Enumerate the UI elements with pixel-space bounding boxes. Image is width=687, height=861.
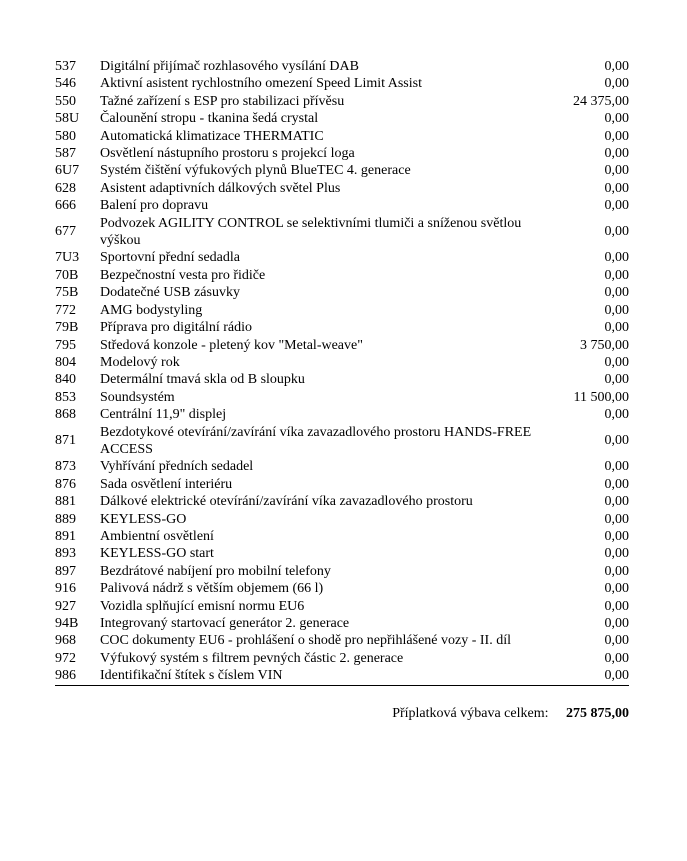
table-row bbox=[55, 371, 629, 388]
table-row bbox=[55, 406, 629, 423]
option-price: 0,00 bbox=[604, 146, 629, 162]
option-price: 3 750,00 bbox=[580, 337, 629, 353]
option-price: 0,00 bbox=[604, 285, 629, 301]
option-code: 889 bbox=[55, 511, 76, 527]
option-price: 0,00 bbox=[604, 111, 629, 127]
option-price: 0,00 bbox=[604, 250, 629, 266]
option-price: 0,00 bbox=[604, 459, 629, 475]
option-price: 0,00 bbox=[604, 407, 629, 423]
table-row bbox=[55, 284, 629, 301]
options-table-body bbox=[55, 58, 629, 685]
option-price: 0,00 bbox=[604, 354, 629, 370]
option-price: 0,00 bbox=[548, 667, 629, 685]
option-price: 0,00 bbox=[604, 267, 629, 283]
option-code: 968 bbox=[55, 633, 76, 649]
option-price: 0,00 bbox=[604, 598, 629, 614]
option-price: 0,00 bbox=[604, 563, 629, 579]
option-description: KEYLESS-GO bbox=[100, 511, 187, 527]
option-code: 853 bbox=[55, 389, 76, 405]
option-description: Centrální 11,9" displej bbox=[100, 407, 227, 423]
option-description: Osvětlení nástupního prostoru s projekcí loga bbox=[100, 146, 355, 162]
option-code: 6U7 bbox=[55, 163, 80, 179]
option-code: 868 bbox=[55, 407, 76, 423]
table-row bbox=[55, 389, 629, 406]
option-code: 840 bbox=[55, 372, 76, 388]
option-description: Systém čištění výfukových plynů BlueTEC 4. generace bbox=[100, 163, 411, 179]
option-description: Ambientní osvětlení bbox=[100, 528, 214, 544]
option-code: 587 bbox=[55, 146, 76, 162]
table-row bbox=[55, 319, 629, 336]
option-description: Modelový rok bbox=[100, 354, 180, 370]
table-row bbox=[55, 563, 629, 580]
option-price: 0,00 bbox=[604, 224, 629, 240]
table-row bbox=[55, 580, 629, 597]
option-price: 24 375,00 bbox=[573, 93, 629, 109]
option-code: 772 bbox=[55, 302, 76, 318]
table-row bbox=[55, 93, 629, 110]
table-row bbox=[55, 75, 629, 92]
option-price: 0,00 bbox=[604, 581, 629, 597]
table-row bbox=[55, 354, 629, 371]
option-description: Příprava pro digitální rádio bbox=[100, 320, 253, 336]
option-code: 916 bbox=[55, 581, 76, 597]
option-code: 972 bbox=[55, 650, 76, 666]
table-row bbox=[55, 650, 629, 667]
option-price: 0,00 bbox=[604, 180, 629, 196]
table-row bbox=[55, 145, 629, 162]
option-code: 70B bbox=[55, 267, 79, 283]
option-code: 546 bbox=[55, 76, 76, 92]
table-row bbox=[55, 632, 629, 649]
option-price: 0,00 bbox=[604, 128, 629, 144]
option-description: Tažné zařízení s ESP pro stabilizaci přívěsu bbox=[100, 93, 345, 109]
option-code: 871 bbox=[55, 433, 76, 449]
option-price: 0,00 bbox=[604, 494, 629, 510]
option-code: 893 bbox=[55, 546, 76, 562]
option-description: Identifikační štítek s číslem VIN bbox=[100, 667, 548, 685]
option-price: 0,00 bbox=[604, 476, 629, 492]
table-row bbox=[55, 162, 629, 179]
option-description: Digitální přijímač rozhlasového vysílání DAB bbox=[100, 59, 359, 74]
option-description: KEYLESS-GO start bbox=[100, 546, 214, 562]
option-description: AMG bodystyling bbox=[100, 302, 203, 318]
option-description: Balení pro dopravu bbox=[100, 198, 209, 214]
option-description: Determální tmavá skla od B sloupku bbox=[100, 372, 305, 388]
option-price: 0,00 bbox=[604, 511, 629, 527]
option-code: 666 bbox=[55, 198, 76, 214]
table-row bbox=[55, 302, 629, 319]
option-price: 0,00 bbox=[604, 302, 629, 318]
option-code: 986 bbox=[55, 667, 100, 685]
option-code: 7U3 bbox=[55, 250, 80, 266]
option-price: 0,00 bbox=[604, 528, 629, 544]
option-price: 0,00 bbox=[604, 59, 629, 74]
option-code: 873 bbox=[55, 459, 76, 475]
table-row bbox=[55, 215, 629, 250]
table-row bbox=[55, 511, 629, 528]
table-row bbox=[55, 249, 629, 266]
option-price: 0,00 bbox=[604, 320, 629, 336]
option-price: 0,00 bbox=[604, 633, 629, 649]
table-row bbox=[55, 58, 629, 75]
table-row bbox=[55, 598, 629, 615]
option-code: 628 bbox=[55, 180, 76, 196]
option-description: Vyhřívání předních sedadel bbox=[100, 459, 254, 475]
option-description: Podvozek AGILITY CONTROL se selektivními tlumiči a sníženou světlou výškou bbox=[100, 215, 522, 249]
option-description: Sportovní přední sedadla bbox=[100, 250, 240, 266]
option-description: Integrovaný startovací generátor 2. generace bbox=[100, 616, 350, 631]
option-code: 804 bbox=[55, 354, 76, 370]
option-description: Palivová nádrž s větším objemem (66 l) bbox=[100, 581, 324, 597]
options-list bbox=[55, 58, 629, 686]
option-price: 0,00 bbox=[604, 546, 629, 562]
option-description: Asistent adaptivních dálkových světel Plus bbox=[100, 180, 341, 196]
option-code: 881 bbox=[55, 494, 76, 510]
option-code: 677 bbox=[55, 224, 76, 240]
options-table bbox=[55, 58, 629, 686]
table-row bbox=[55, 180, 629, 197]
option-code: 580 bbox=[55, 128, 76, 144]
option-price: 11 500,00 bbox=[573, 389, 629, 405]
option-description: Automatická klimatizace THERMATIC bbox=[100, 128, 324, 144]
option-description: Bezdrátové nabíjení pro mobilní telefony bbox=[100, 563, 331, 579]
table-row bbox=[55, 545, 629, 562]
option-code: 550 bbox=[55, 93, 76, 109]
option-description: Dodatečné USB zásuvky bbox=[100, 285, 240, 301]
table-row bbox=[55, 110, 629, 127]
option-price: 0,00 bbox=[604, 616, 629, 631]
option-price: 0,00 bbox=[604, 163, 629, 179]
table-row bbox=[55, 615, 629, 632]
option-price: 0,00 bbox=[604, 76, 629, 92]
option-code: 876 bbox=[55, 476, 76, 492]
total-row bbox=[55, 705, 629, 723]
option-description: Výfukový systém s filtrem pevných částic 2. generace bbox=[100, 650, 404, 666]
option-code: 795 bbox=[55, 337, 76, 353]
option-price: 0,00 bbox=[604, 433, 629, 449]
option-description: Dálkové elektrické otevírání/zavírání víka zavazadlového prostoru bbox=[100, 494, 473, 510]
table-row bbox=[55, 667, 629, 685]
option-code: 897 bbox=[55, 563, 76, 579]
option-description: Soundsystém bbox=[100, 389, 175, 405]
option-code: 75B bbox=[55, 285, 79, 301]
table-row bbox=[55, 476, 629, 493]
option-code: 58U bbox=[55, 111, 80, 127]
option-description: Středová konzole - pletený kov "Metal-weave" bbox=[100, 337, 363, 353]
option-price: 0,00 bbox=[604, 372, 629, 388]
option-code: 79B bbox=[55, 320, 79, 336]
table-row bbox=[55, 128, 629, 145]
table-row bbox=[55, 424, 629, 459]
option-description: Bezpečnostní vesta pro řidiče bbox=[100, 267, 266, 283]
table-row bbox=[55, 197, 629, 214]
option-price: 0,00 bbox=[604, 650, 629, 666]
option-code: 537 bbox=[55, 59, 76, 74]
total-value: 275 875,00 bbox=[566, 706, 629, 721]
total-label: Příplatková výbava celkem: bbox=[392, 706, 549, 721]
option-description: Aktivní asistent rychlostního omezení Speed Limit Assist bbox=[100, 76, 422, 92]
table-row bbox=[55, 458, 629, 475]
option-price: 0,00 bbox=[604, 198, 629, 214]
table-row bbox=[55, 528, 629, 545]
option-code: 927 bbox=[55, 598, 76, 614]
option-description: COC dokumenty EU6 - prohlášení o shodě pro nepřihlášené vozy - II. díl bbox=[100, 633, 511, 649]
option-description: Vozidla splňující emisní normu EU6 bbox=[100, 598, 305, 614]
option-description: Čalounění stropu - tkanina šedá crystal bbox=[100, 111, 319, 127]
option-description: Sada osvětlení interiéru bbox=[100, 476, 233, 492]
table-row bbox=[55, 337, 629, 354]
table-row bbox=[55, 267, 629, 284]
option-code: 891 bbox=[55, 528, 76, 544]
table-row bbox=[55, 493, 629, 510]
option-code: 94B bbox=[55, 616, 79, 631]
option-description: Bezdotykové otevírání/zavírání víka zavazadlového prostoru HANDS-FREE ACCESS bbox=[100, 424, 532, 457]
